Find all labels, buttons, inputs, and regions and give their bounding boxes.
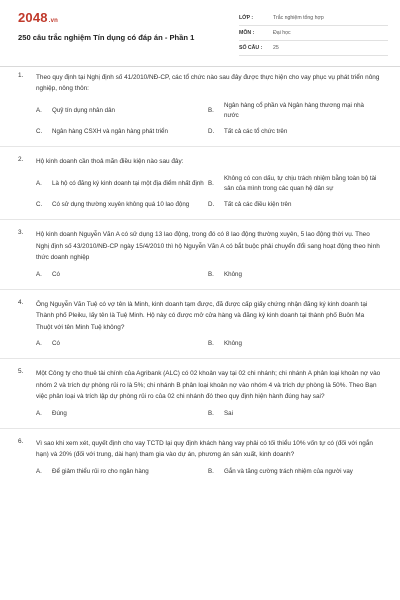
option-text: Tất cả các tổ chức trên [224,128,288,136]
option-letter: B. [208,467,214,475]
question-item [18,368,382,418]
option-row [36,101,382,121]
meta-value: 25 [273,45,279,51]
question-item [18,72,382,137]
answer-options [36,467,382,477]
option-text: Gắn và tăng cường trách nhiệm của người vay [224,467,353,475]
option-text: Ngân hàng CSXH và ngân hàng phát triển [52,128,168,136]
question-divider [0,146,400,147]
option-text: Là hộ có đăng ký kinh doanh tại một địa điểm nhất định [52,179,204,187]
answer-option[interactable] [36,174,208,194]
answer-option[interactable] [208,200,380,210]
meta-table [239,11,388,56]
option-letter: B. [208,179,214,187]
meta-value: Đại học [273,30,291,36]
question-list [18,72,382,477]
question-number: 6. [18,437,24,445]
question-text: Hộ kinh doanh cần thoả mãn điều kiện nào sau đây: [36,158,184,166]
question-text: Hộ kinh doanh Nguyễn Văn A có sử dụng 13 lao động, trong đó có 8 lao động thường xuyên, 5 lao động thời vụ. Theo Nghị định số 43/2010/NĐ-CP ngày 15/4/2010 thì hộ Nguyễn Văn A có bắt buộc phải chuyển đổi sang hoạt động theo hình thức doanh nghiệp [36,231,380,262]
question-number: 1. [18,72,24,79]
answer-option[interactable] [36,339,208,349]
option-letter: B. [208,270,214,278]
option-row [36,270,382,280]
answer-option[interactable] [36,270,208,280]
logo-text: 2048 [18,10,48,25]
meta-key: LỚP : [239,15,254,21]
option-text: Không có con dấu, tự chịu trách nhiệm bằng toàn bộ tài sản của mình trong các quan hệ dân sự [224,174,377,193]
meta-row [239,26,388,41]
option-letter: A. [36,409,42,417]
answer-option[interactable] [208,174,380,194]
question-item [18,438,382,477]
question-item [18,156,382,210]
option-text: Không [224,270,242,278]
page-header [18,0,382,62]
option-letter: C. [36,128,43,136]
option-letter: A. [36,467,42,475]
option-text: Ngân hàng cổ phần và Ngân hàng thương mại nhà nước [224,101,364,120]
meta-key: MÔN : [239,30,255,36]
logo-suffix: .vn [48,18,59,24]
question-number: 5. [18,368,24,376]
answer-options [36,174,382,211]
answer-option[interactable] [208,270,380,280]
question-divider [0,358,400,359]
option-row [36,409,382,419]
meta-row [239,11,388,26]
option-letter: A. [36,270,42,278]
document-title: 250 câu trắc nghiệm Tín dụng có đáp án - Phần 1 [18,33,195,42]
option-text: Đúng [52,409,67,417]
question-divider [0,428,400,429]
answer-options [36,409,382,419]
answer-option[interactable] [36,467,208,477]
option-letter: B. [208,340,214,348]
answer-options [36,339,382,349]
meta-row [239,41,388,56]
question-text: Một Công ty cho thuê tài chính của Agribank (ALC) có 02 khoản vay tại 02 chi nhánh; chi nhánh A phân loại khoản nợ vào nhóm 2 và trích dự phòng rủi ro là 5%; chi nhánh B phân loại khoản nợ vào nhóm 4 và trích dự phòng là 50%. Theo Bạn việc phân loại và trích lập dự phòng rủi ro của 02 chi nhánh đó theo quy định hiện hành đúng hay sai? [36,370,381,401]
answer-option[interactable] [36,101,208,121]
question-number: 4. [18,298,24,306]
option-row [36,467,382,477]
question-divider [0,219,400,220]
option-letter: C. [36,201,43,209]
answer-option[interactable] [36,127,208,137]
answer-option[interactable] [36,409,208,419]
option-text: Tất cả các điều kiện trên [224,201,292,209]
option-letter: B. [208,409,214,417]
site-logo[interactable] [18,10,58,25]
answer-option[interactable] [208,339,380,349]
option-text: Không [224,340,242,348]
answer-options [36,270,382,280]
option-text: Có [52,270,60,278]
option-text: Để giảm thiểu rủi ro cho ngân hàng [52,467,149,475]
answer-options [36,101,382,138]
option-row [36,200,382,210]
question-item [18,299,382,349]
meta-value: Trắc nghiệm tổng hợp [273,15,324,21]
answer-option[interactable] [208,409,380,419]
question-text: Theo quy định tại Nghị định số 41/2010/NĐ-CP, các tổ chức nào sau đây được thực hiện cho vay phục vụ phát triển nông nghiệp, nông thôn: [36,74,380,93]
answer-option[interactable] [208,467,380,477]
meta-key: SỐ CÂU : [239,45,263,51]
option-letter: A. [36,340,42,348]
option-text: Có sử dụng thường xuyên không quá 10 lao động [52,201,190,209]
question-divider [0,289,400,290]
question-text: Ông Nguyễn Văn Tuệ có vợ tên là Minh, kinh doanh tạm được, đã được cấp giấy chứng nhận đăng ký kinh doanh tại Thành phố Pleiku, lấy tên là Tuệ Minh. Hộ này có được mở cửa hàng và đăng ký kinh doanh tại thành phố Buôn Ma Thuột với tên Minh Tuệ không? [36,300,368,331]
option-row [36,127,382,137]
option-letter: B. [208,106,214,114]
option-row [36,339,382,349]
answer-option[interactable] [36,200,208,210]
option-letter: A. [36,106,42,114]
option-text: Quỹ tín dụng nhân dân [52,106,115,114]
header-divider [0,66,400,67]
option-letter: D. [208,128,215,136]
question-item [18,229,382,279]
answer-option[interactable] [208,127,380,137]
option-text: Có [52,340,60,348]
question-number: 3. [18,229,24,237]
question-text: Vì sao khi xem xét, quyết định cho vay TCTD lại quy định khách hàng vay phải có tối thiểu 10% vốn tự có (đối với ngắn hạn) và 20% (đối với trung, dài hạn) tham gia vào dự án, phương án sản xuất, kinh doanh? [36,439,373,459]
option-letter: A. [36,179,42,187]
answer-option[interactable] [208,101,380,121]
option-letter: D. [208,201,215,209]
option-text: Sai [224,409,233,417]
question-number: 2. [18,156,24,164]
option-row [36,174,382,194]
